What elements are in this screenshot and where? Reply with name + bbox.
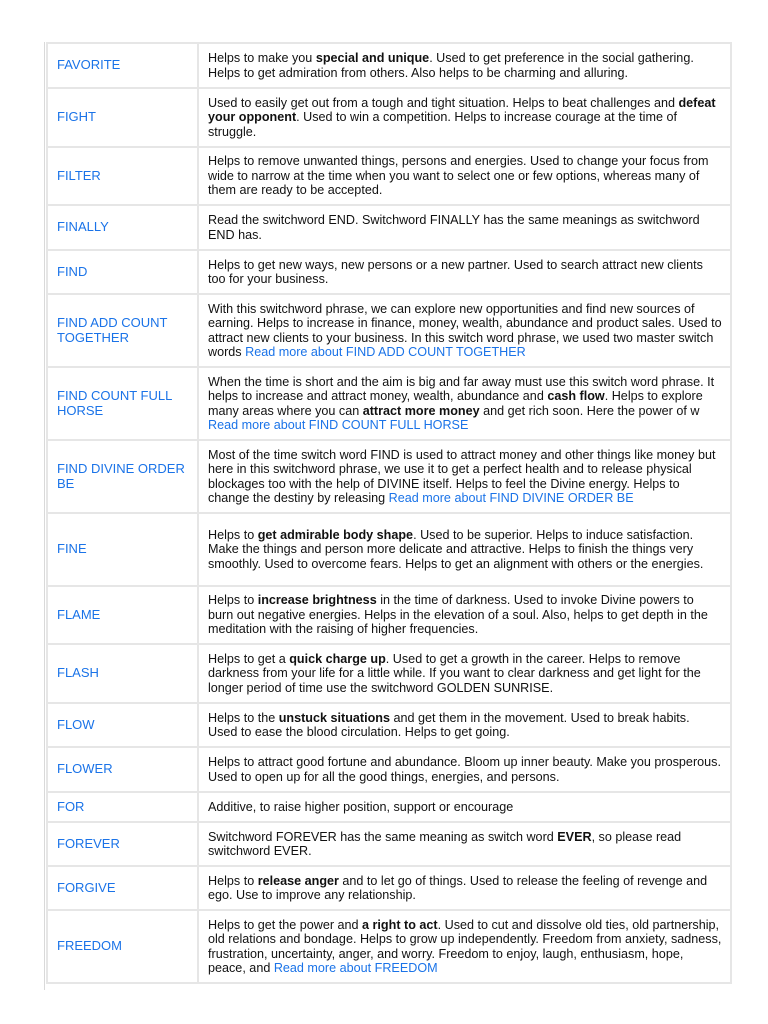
term-link[interactable]: FINE: [57, 541, 87, 557]
term-cell: [47, 205, 198, 250]
description-text: , so please read switchword EVER.: [208, 829, 682, 858]
term-link[interactable]: FORGIVE: [57, 879, 116, 895]
term-link[interactable]: FOR: [57, 798, 85, 814]
read-more-link[interactable]: Read more about FIND DIVINE ORDER BE: [388, 491, 634, 505]
table-row: [47, 866, 731, 910]
description-text: . Used to be superior. Helps to induce satisfaction. Make the things and person more delicate and attractive. Helps to finish the things very smoothly. Used to overcome fears. Helps to get an alignment with others or the energies.: [208, 527, 704, 571]
description-text: . Used to cut and dissolve old ties, old partnership, old relations and bondage. Helps to grow up independently. Freedom from anxiety, sadness, frustration, uncertainty, anger, and worry. Freedom to enjoy, laugh, enthusiasm, hope, peace, and: [208, 917, 722, 975]
term-link[interactable]: FIND COUNT FULL HORSE: [57, 388, 172, 418]
table-row: [47, 792, 731, 822]
term-link[interactable]: FREEDOM: [57, 938, 122, 954]
description-text: Helps to get new ways, new persons or a new partner. Used to search attract new clients too for your business.: [208, 257, 703, 286]
table-row: [47, 250, 731, 294]
term-cell: [47, 910, 198, 983]
emphasis-text: release anger: [257, 873, 339, 888]
term-cell: [47, 367, 198, 440]
description-text: Most of the time switch word FIND is used to attract money and other things like money but here in this switchword phrase, we use it to get a perfect health and to release physical blockages too with the help of DIVINE itself. Helps to feel the Divine energy. Helps to change the destiny by releasing: [208, 447, 716, 505]
table-row: [47, 147, 731, 205]
description-cell: [198, 43, 731, 88]
term-cell: [47, 866, 198, 910]
description-text: Helps to get a: [208, 651, 290, 666]
description-text: Helps to get the power and: [208, 917, 363, 932]
emphasis-text: special and unique: [315, 51, 430, 65]
description-text: Helps to the: [208, 710, 279, 725]
description-cell: [198, 703, 731, 747]
term-link[interactable]: FLAME: [57, 606, 101, 622]
description-cell: [198, 792, 731, 822]
term-cell: [47, 43, 198, 88]
description-cell: [198, 513, 731, 586]
description-cell: [198, 205, 731, 250]
emphasis-text: attract more money: [362, 403, 480, 418]
description-text: and to let go of things. Used to release the feeling of revenge and ego. Use to improve any relationship.: [208, 873, 708, 902]
emphasis-text: defeat your opponent: [208, 95, 716, 125]
term-link[interactable]: FOREVER: [57, 835, 120, 851]
table-row: [47, 43, 731, 88]
term-link[interactable]: FIND ADD COUNT TOGETHER: [57, 315, 168, 345]
switchword-table: [46, 42, 732, 984]
read-more-link[interactable]: Read more about FIND COUNT FULL HORSE: [208, 418, 469, 432]
description-text: Helps to remove unwanted things, persons and energies. Used to change your focus from wide to narrow at the time when you want to select one or few options, whereas many of them are ready to be accepted.: [208, 154, 709, 198]
description-text: With this switchword phrase, we can explore new opportunities and find new sources of earning. Helps to increase in finance, money, wealth, abundance and product sales. Used to attract new clients to your business. In this switch word phrase, we used two master switch words: [208, 301, 722, 359]
emphasis-text: cash flow: [547, 389, 605, 403]
description-cell: [198, 294, 731, 367]
table-row: [47, 644, 731, 703]
switchword-table-body: [47, 43, 731, 983]
description-text: When the time is short and the aim is big and far away must use this switch word phrase. It helps to increase and attract money, wealth, abundance and: [208, 374, 715, 403]
table-row: [47, 822, 731, 866]
term-cell: [47, 250, 198, 294]
term-link[interactable]: FIGHT: [57, 109, 96, 125]
table-row: [47, 88, 731, 147]
table-row: [47, 205, 731, 250]
table-row: [47, 513, 731, 586]
table-row: [47, 703, 731, 747]
read-more-link[interactable]: Read more about FREEDOM: [273, 961, 438, 975]
emphasis-text: increase brightness: [257, 593, 377, 608]
description-text: Read the switchword END. Switchword FINALLY has the same meanings as switchword END has.: [208, 213, 700, 242]
description-text: Helps to: [208, 593, 258, 608]
term-cell: [47, 822, 198, 866]
term-cell: [47, 792, 198, 822]
description-text: Helps to make you: [208, 51, 316, 65]
description-text: and get them in the movement. Used to break habits. Used to ease the blood circulation. Helps to get going.: [208, 710, 690, 739]
description-text: Used to easily get out from a tough and tight situation. Helps to beat challenges and: [208, 95, 679, 110]
description-cell: [198, 747, 731, 792]
term-link[interactable]: FIND: [57, 263, 88, 279]
description-cell: [198, 822, 731, 866]
description-text: Switchword FOREVER has the same meaning as switch word: [208, 829, 558, 844]
term-cell: [47, 644, 198, 703]
term-link[interactable]: FAVORITE: [57, 57, 121, 73]
description-cell: [198, 910, 731, 983]
description-text: in the time of darkness. Used to invoke Divine powers to burn out negative energies. Helps in the elevation of a soul. Also, helps to get depth in the meditation with the raising of higher frequencies.: [208, 593, 708, 637]
term-cell: [47, 440, 198, 513]
description-cell: [198, 586, 731, 644]
term-link[interactable]: FILTER: [57, 167, 101, 183]
read-more-link[interactable]: Read more about FIND ADD COUNT TOGETHER: [245, 345, 526, 359]
term-cell: [47, 513, 198, 586]
term-cell: [47, 703, 198, 747]
description-text: . Used to get preference in the social gathering. Helps to get admiration from others. Also helps to be charming and alluring.: [208, 51, 694, 80]
emphasis-text: EVER: [557, 829, 592, 844]
table-row: [47, 747, 731, 792]
description-cell: [198, 250, 731, 294]
term-cell: [47, 747, 198, 792]
description-cell: [198, 88, 731, 147]
description-text: Helps to attract good fortune and abundance. Bloom up inner beauty. Make you prosperous. Used to open up for all the good things, energies, and persons.: [208, 755, 721, 784]
term-link[interactable]: FINALLY: [57, 219, 109, 235]
page-left-border: [44, 42, 45, 990]
table-row: [47, 910, 731, 983]
emphasis-text: unstuck situations: [278, 710, 390, 725]
description-text: Additive, to raise higher position, support or encourage: [208, 799, 514, 814]
description-cell: [198, 644, 731, 703]
term-link[interactable]: FLOW: [57, 716, 95, 732]
description-text: . Used to win a competition. Helps to increase courage at the time of struggle.: [208, 110, 677, 139]
description-cell: [198, 866, 731, 910]
term-link[interactable]: FLOWER: [57, 761, 113, 777]
table-row: [47, 586, 731, 644]
emphasis-text: get admirable body shape: [257, 527, 414, 542]
description-cell: [198, 367, 731, 440]
description-text: and get rich soon. Here the power of w: [479, 403, 700, 418]
term-link[interactable]: FLASH: [57, 665, 99, 681]
term-cell: [47, 586, 198, 644]
description-text: . Helps to explore many areas where you can: [208, 389, 703, 418]
description-cell: [198, 147, 731, 205]
term-link[interactable]: FIND DIVINE ORDER BE: [57, 461, 185, 491]
table-row: [47, 440, 731, 513]
emphasis-text: a right to act: [362, 917, 438, 932]
description-cell: [198, 440, 731, 513]
term-cell: [47, 294, 198, 367]
description-text: Helps to: [208, 873, 258, 888]
term-cell: [47, 88, 198, 147]
term-cell: [47, 147, 198, 205]
table-row: [47, 294, 731, 367]
emphasis-text: quick charge up: [289, 651, 386, 666]
description-text: . Used to get a growth in the career. Helps to remove darkness from your life for a little while. If you want to clear darkness and get light for the longer period of time use the switchword GOLDEN SUNRISE.: [208, 651, 701, 695]
table-row: [47, 367, 731, 440]
description-text: Helps to: [208, 527, 258, 542]
